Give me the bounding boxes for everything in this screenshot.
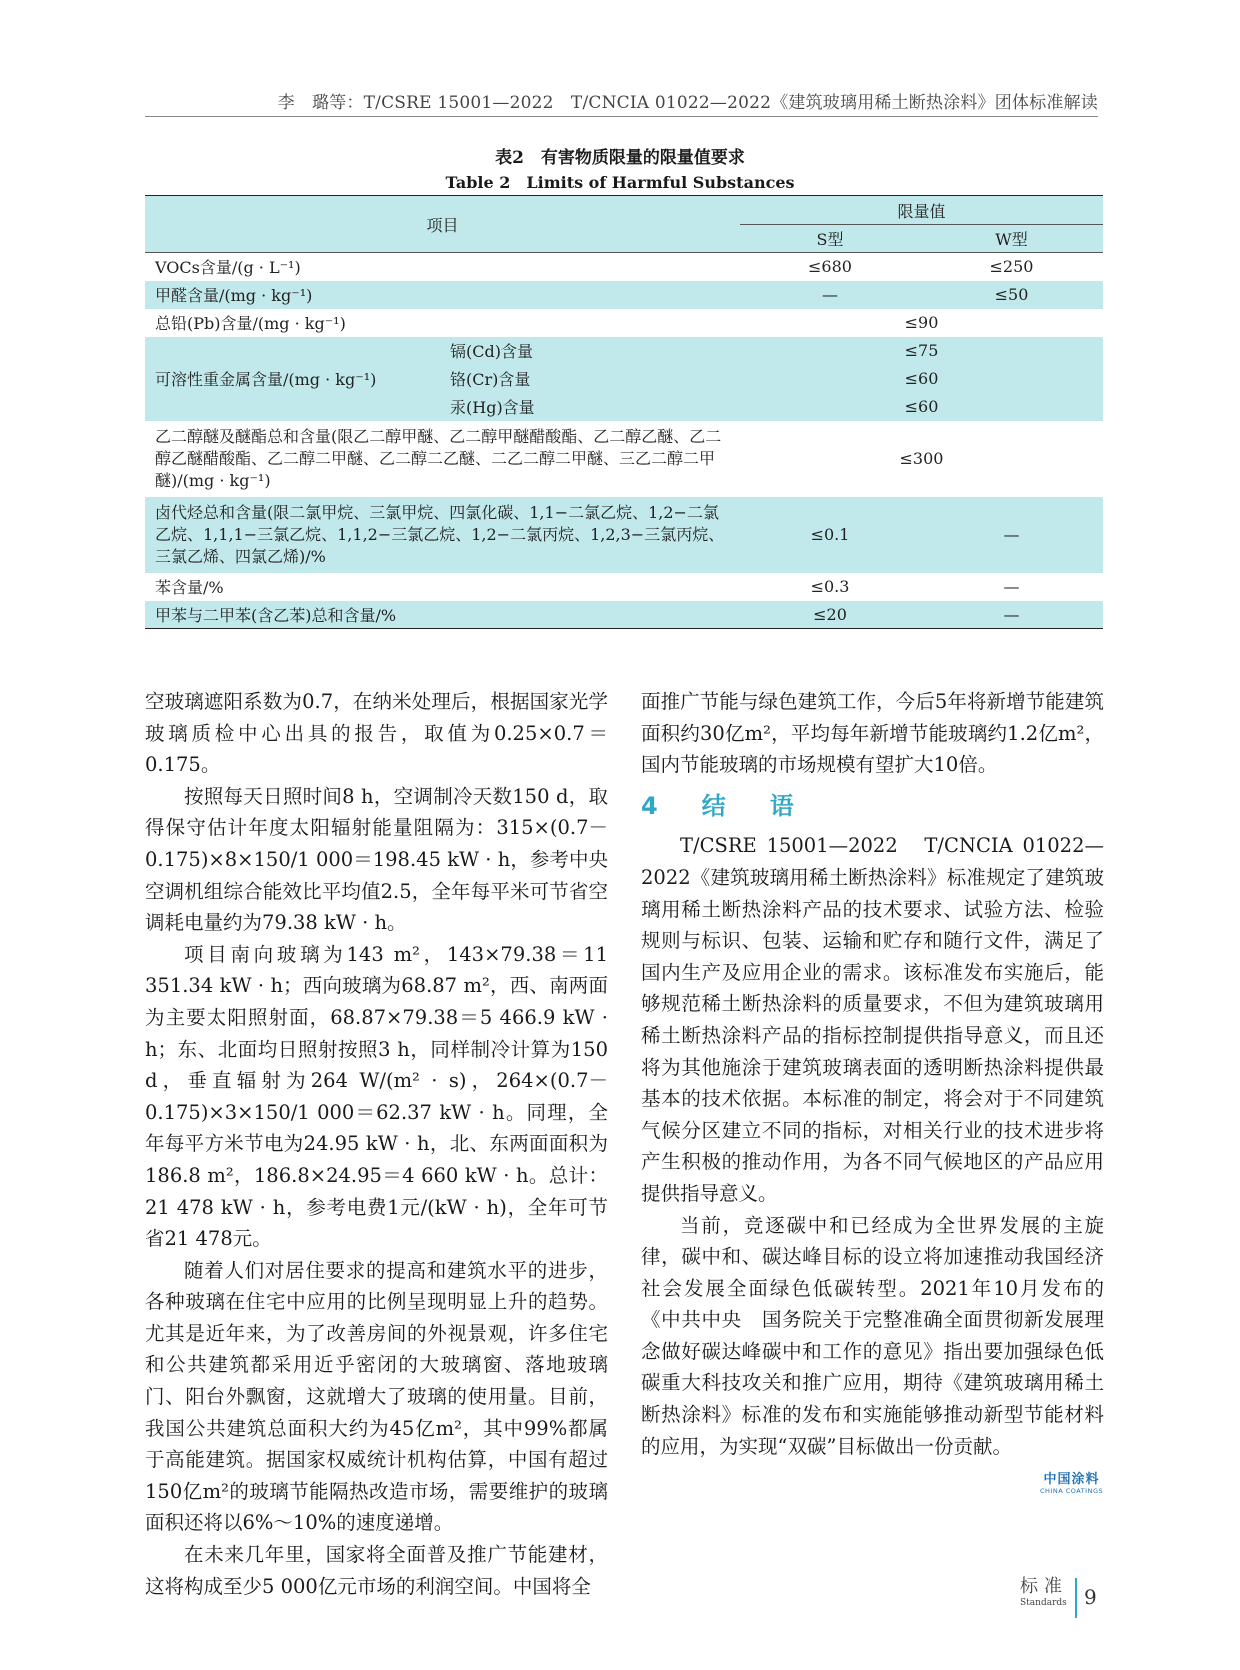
paragraph: 随着人们对居住要求的提高和建筑水平的进步，各种玻璃在住宅中应用的比例呈现明显上升的趋势。尤其是近年来，为了改善房间的外视景观，许多住宅和公共建筑都采用近乎密闭的大玻璃窗、落地玻璃门、阳台外飘窗，这就增大了玻璃的使用量。目前，我国公共建筑总面积大约为45亿m²，其中99%都属于高能建筑。据国家权威统计机构估算，中国有超过150亿m²的玻璃节能隔热改造市场，需要维护的玻璃面积还将以6%～10%的速度递增。 [145, 1258, 608, 1535]
row-label: 总铅(Pb)含量/(mg · kg⁻¹) [145, 309, 740, 337]
sub-label: 镉(Cd)含量 [440, 337, 740, 365]
table-row [145, 309, 1103, 337]
cell-sw: ≤300 [740, 421, 1103, 497]
cell-sw: ≤90 [740, 309, 1103, 337]
cell-s: ≤0.1 [740, 497, 920, 573]
paragraph: 空玻璃遮阳系数为0.7，在纳米处理后，根据国家光学玻璃质检中心出具的报告，取值为0.25×0.7＝0.175。 [145, 690, 608, 777]
section-tag [1020, 1572, 1068, 1608]
paragraph: 在未来几年里，国家将全面普及推广节能建材，这将构成至少5 000亿元市场的利润空间。中国将全 [145, 1543, 608, 1598]
paragraph: 按照每天日照时间8 h，空调制冷天数150 d，取得保守估计年度太阳辐射能量阻隔为：315×(0.7－0.175)×8×150/1 000＝198.45 kW · h，参考中央空调机组综合能效比平均值2.5，全年每平米可节省空调耗电量约为79.38 kW · h。 [145, 784, 608, 935]
cell-w: — [920, 497, 1103, 573]
cell-s: ≤680 [740, 253, 920, 281]
row-label: 甲苯与二甲苯(含乙苯)总和含量/% [145, 601, 740, 629]
sub-label: 汞(Hg)含量 [440, 393, 740, 421]
row-label: 苯含量/% [145, 573, 740, 601]
table-row [145, 601, 1103, 629]
header-rule [145, 116, 1098, 117]
table-row [145, 497, 1103, 573]
row-label: VOCs含量/(g · L⁻¹) [145, 253, 740, 281]
folio-divider [1075, 1578, 1077, 1618]
table-caption-cn: 表2 有害物质限量的限量值要求 [495, 148, 745, 168]
cell-w: ≤250 [920, 253, 1103, 281]
cell-s: ≤20 [740, 601, 920, 629]
cell-sw: ≤60 [740, 393, 1103, 421]
row-label: 可溶性重金属含量/(mg · kg⁻¹) [145, 337, 440, 421]
limits-table [145, 195, 1103, 629]
section-tag-cn: 标准 [1020, 1576, 1068, 1597]
paragraph: 当前，竞逐碳中和已经成为全世界发展的主旋律，碳中和、碳达峰目标的设立将加速推动我国经济社会发展全面绿色低碳转型。2021年10月发布的《中共中央 国务院关于完整准确全面贯彻新发展理念做好碳达峰碳中和工作的意见》指出要加强绿色低碳重大科技攻关和推广应用，期待《建筑玻璃用稀土断热涂料》标准的发布和实施能够推动新型节能材料的应用，为实现“双碳”目标做出一份贡献。 [641, 1213, 1104, 1458]
right-column [641, 686, 1104, 1462]
china-coatings-logo [1040, 1468, 1103, 1495]
logo-text-cn: 中国涂料 [1043, 1472, 1100, 1487]
sub-label: 铬(Cr)含量 [440, 365, 740, 393]
table-row [145, 573, 1103, 601]
logo-text-en: CHINA COATINGS [1040, 1487, 1104, 1495]
table-row [145, 337, 1103, 365]
cell-s: — [740, 281, 920, 309]
paragraph: 面推广节能与绿色建筑工作，今后5年将新增节能建筑面积约30亿m²，平均每年新增节能玻璃约1.2亿m²，国内节能玻璃的市场规模有望扩大10倍。 [641, 690, 1104, 777]
row-label: 乙二醇醚及醚酯总和含量(限乙二醇甲醚、乙二醇甲醚醋酸酯、乙二醇乙醚、乙二醇乙醚醋酸酯、乙二醇二甲醚、乙二醇二乙醚、二乙二醇二甲醚、三乙二醇二甲醚)/(mg · kg⁻¹) [145, 421, 740, 497]
header-s-type: S型 [740, 225, 920, 253]
cell-w: — [920, 573, 1103, 601]
paragraph: T/CSRE 15001—2022 T/CNCIA 01022—2022《建筑玻璃用稀土断热涂料》标准规定了建筑玻璃用稀土断热涂料产品的技术要求、试验方法、检验规则与标识、包装、运输和贮存和随行文件，满足了国内生产及应用企业的需求。该标准发布实施后，能够规范稀土断热涂料的质量要求，不但为建筑玻璃用稀土断热涂料产品的指标控制提供指导意义，而且还将为其他施涂于建筑玻璃表面的透明断热涂料提供最基本的技术依据。本标准的制定，将会对于不同建筑气候分区建立不同的指标，对相关行业的技术进步将产生积极的推动作用，为各不同气候地区的产品应用提供指导意义。 [641, 834, 1104, 1205]
header-item: 项目 [145, 196, 740, 253]
paragraph: 项目南向玻璃为143 m²，143×79.38＝11 351.34 kW · h；西向玻璃为68.87 m²，西、南两面为主要太阳照射面，68.87×79.38＝5 466.9 kW · h；东、北面均日照射按照3 h，同样制冷计算为150 d，垂直辐射为264 W/(m² · s)，264×(0.7－0.175)×3×150/1 000＝62.37 kW · h。同理，全年每平方米节电为24.95 kW · h，北、东两面面积为186.8 m²，186.8×24.95＝4 660 kW · h。总计：21 478 kW · h，参考电费1元/(kW · h)，全年可节省21 478元。 [145, 942, 608, 1251]
cell-s: ≤0.3 [740, 573, 920, 601]
cell-sw: ≤75 [740, 337, 1103, 365]
row-label: 甲醛含量/(mg · kg⁻¹) [145, 281, 740, 309]
section-heading: 4 结 语 [641, 791, 804, 820]
cell-w: — [920, 601, 1103, 629]
table-row [145, 281, 1103, 309]
table-caption-en: Table 2 Limits of Harmful Substances [445, 173, 795, 192]
cell-w: ≤50 [920, 281, 1103, 309]
left-column [145, 686, 608, 1602]
running-header: 李 璐等：T/CSRE 15001—2022 T/CNCIA 01022—2022《建筑玻璃用稀土断热涂料》团体标准解读 [277, 93, 1098, 113]
table-row [145, 253, 1103, 281]
section-tag-en: Standards [1020, 1598, 1067, 1608]
table-row [145, 421, 1103, 497]
row-label: 卤代烃总和含量(限二氯甲烷、三氯甲烷、四氯化碳、1,1−二氯乙烷、1,2−二氯乙烷、1,1,1−三氯乙烷、1,1,2−三氯乙烷、1,2−二氯丙烷、1,2,3−三氯丙烷、三氯乙烯、四氯乙烯)/% [145, 497, 740, 573]
cell-sw: ≤60 [740, 365, 1103, 393]
header-w-type: W型 [920, 225, 1103, 253]
header-limit: 限量值 [740, 196, 1103, 225]
page-number: 9 [1084, 1585, 1097, 1609]
